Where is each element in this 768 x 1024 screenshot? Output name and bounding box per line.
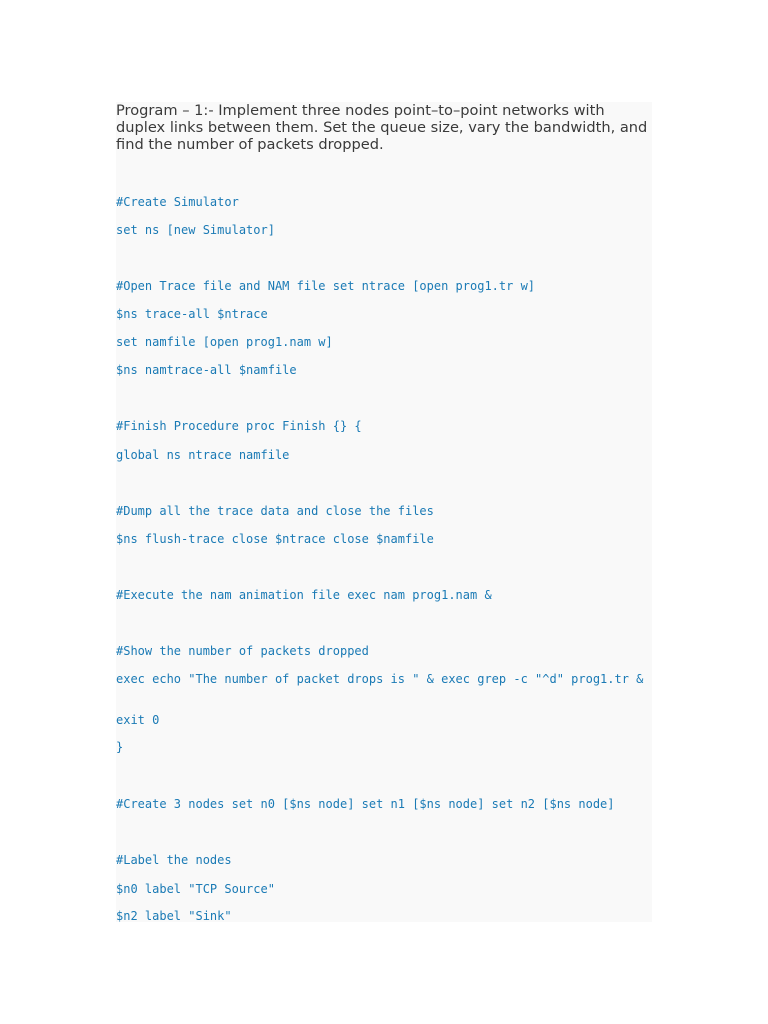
code-line: set namfile [open prog1.nam w] — [116, 335, 333, 349]
code-line: #Show the number of packets dropped — [116, 644, 369, 658]
code-line: exit 0 — [116, 713, 160, 727]
code-line: } — [116, 740, 124, 754]
code-line: #Open Trace file and NAM file set ntrace [open prog1.tr w] — [116, 279, 536, 293]
program-heading: Program – 1:- Implement three nodes point–to–point networks with duplex links between them. Set the queue size, vary the bandwidth, and find the number of packets dropped. — [116, 102, 648, 153]
code-line: set ns [new Simulator] — [116, 223, 275, 237]
code-line: #Create Simulator — [116, 195, 239, 209]
code-line: #Execute the nam animation file exec nam prog1.nam & — [116, 588, 492, 602]
code-line: global ns ntrace namfile — [116, 448, 290, 462]
code-line: $n0 label "TCP Source" — [116, 882, 275, 896]
code-line: $n2 label "Sink" — [116, 909, 232, 923]
code-line: $ns namtrace-all $namfile — [116, 363, 297, 377]
code-line: $ns flush-trace close $ntrace close $namfile — [116, 532, 434, 546]
code-line: #Dump all the trace data and close the files — [116, 504, 434, 518]
code-line: $ns trace-all $ntrace — [116, 307, 268, 321]
code-line: #Label the nodes — [116, 853, 232, 867]
code-line: #Finish Procedure proc Finish {} { — [116, 419, 362, 433]
code-line: #Create 3 nodes set n0 [$ns node] set n1 [$ns node] set n2 [$ns node] — [116, 797, 615, 811]
code-line: exec echo "The number of packet drops is " & exec grep -c "^d" prog1.tr & — [116, 672, 644, 686]
